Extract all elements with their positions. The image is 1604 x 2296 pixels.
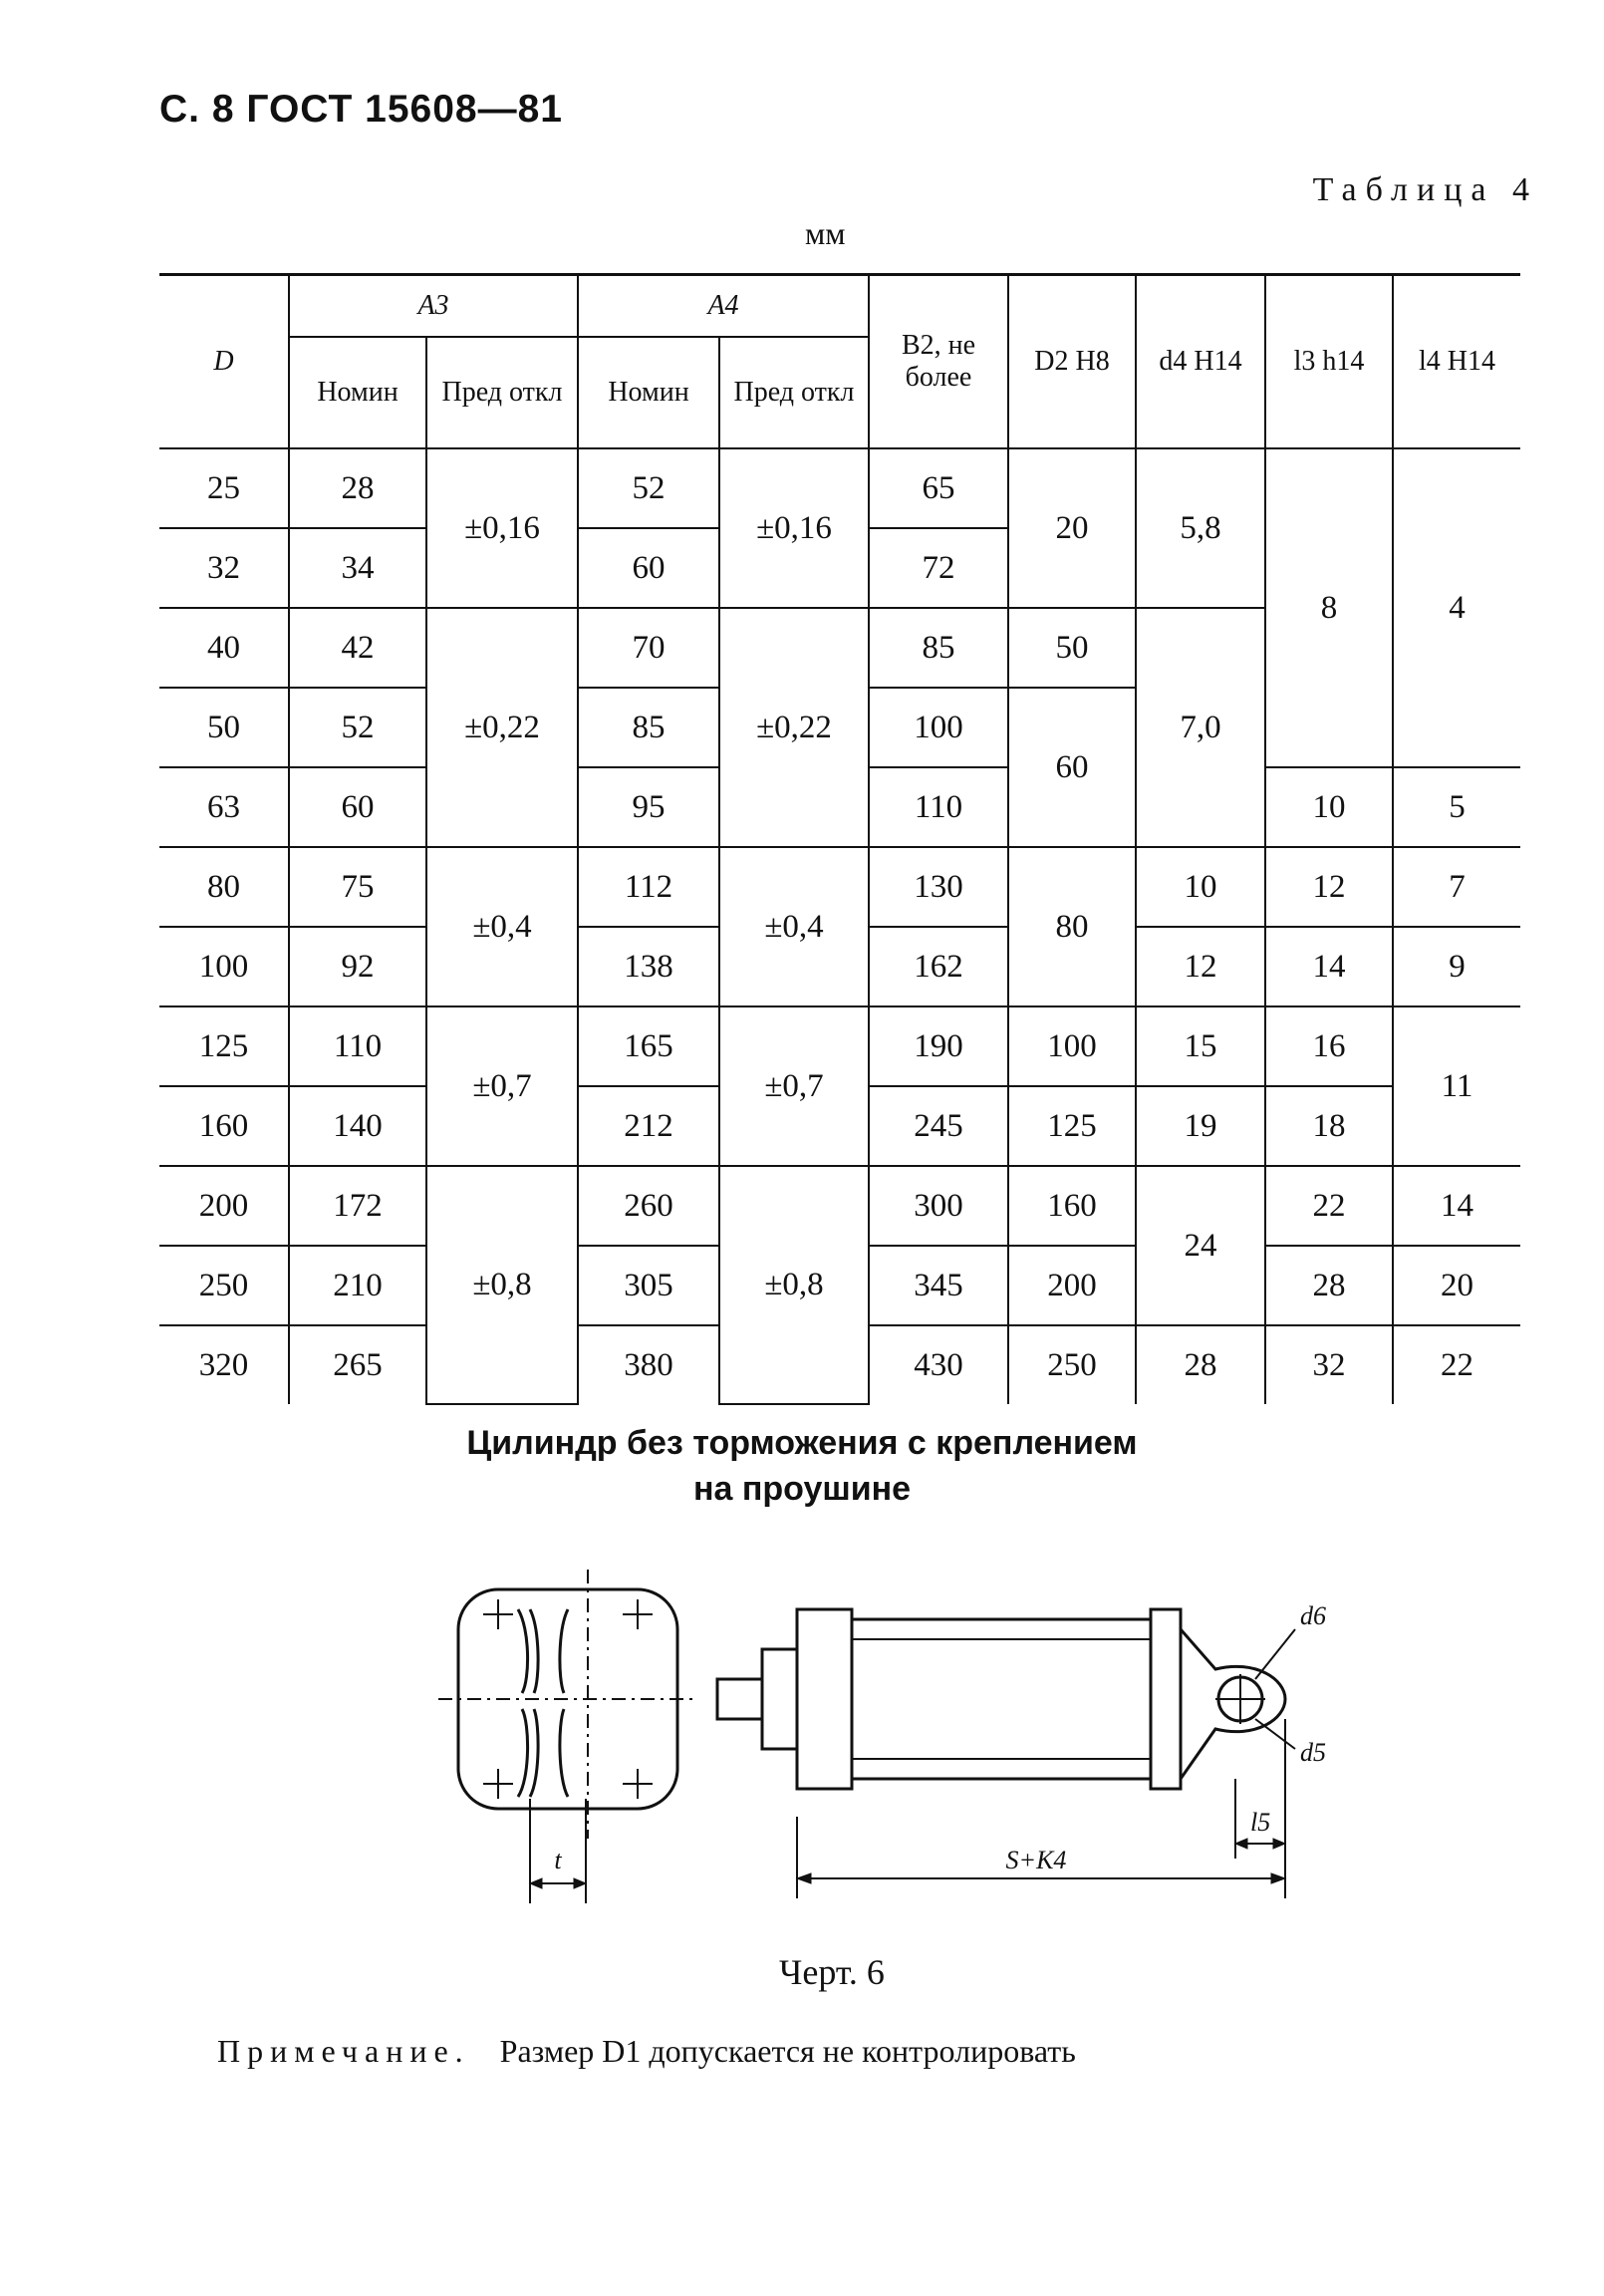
- cell-A4: 380: [578, 1325, 719, 1404]
- label-t: t: [554, 1846, 562, 1874]
- header-A4: A4: [578, 275, 869, 338]
- cell-D: 25: [159, 448, 289, 528]
- cell-d4: 19: [1136, 1086, 1265, 1166]
- cell-A4: 138: [578, 927, 719, 1006]
- cell-A3: 265: [289, 1325, 426, 1404]
- cell-D: 32: [159, 528, 289, 608]
- cell-l4: 4: [1393, 448, 1520, 767]
- cell-D: 63: [159, 767, 289, 847]
- cell-l3: 8: [1265, 448, 1393, 767]
- cell-A4-tol: ±0,16: [719, 448, 869, 608]
- cell-A3: 172: [289, 1166, 426, 1246]
- table-row: [159, 847, 1520, 927]
- cell-d4: 24: [1136, 1166, 1265, 1325]
- label-d5: d5: [1300, 1738, 1326, 1767]
- cell-D2: 50: [1008, 608, 1136, 688]
- header-B2: B2, не более: [869, 275, 1008, 449]
- cell-A4-tol: ±0,4: [719, 847, 869, 1006]
- cell-D: 125: [159, 1006, 289, 1086]
- cell-A3: 28: [289, 448, 426, 528]
- cell-d4: 5,8: [1136, 448, 1265, 608]
- front-cover: [797, 1609, 852, 1789]
- cell-A4: 112: [578, 847, 719, 927]
- cell-l3: 32: [1265, 1325, 1393, 1404]
- cell-D: 250: [159, 1246, 289, 1325]
- cell-A3-tol: ±0,22: [426, 608, 578, 847]
- cell-D2: 60: [1008, 688, 1136, 847]
- cell-A3: 140: [289, 1086, 426, 1166]
- cell-D: 320: [159, 1325, 289, 1404]
- figure-caption: Черт. 6: [779, 1952, 885, 1992]
- note-label: Примечание.: [217, 2033, 470, 2069]
- cell-A4: 212: [578, 1086, 719, 1166]
- cell-B2: 110: [869, 767, 1008, 847]
- header-l3: l3 h14: [1265, 275, 1393, 449]
- header-D: D: [159, 275, 289, 449]
- cell-d4: 10: [1136, 847, 1265, 927]
- header-A4-tol: Пред откл: [719, 337, 869, 448]
- cell-B2: 100: [869, 688, 1008, 767]
- table-row: [159, 1166, 1520, 1246]
- cell-d4: 12: [1136, 927, 1265, 1006]
- cell-D2: 100: [1008, 1006, 1136, 1086]
- label-l5: l5: [1250, 1808, 1271, 1837]
- header-A3: A3: [289, 275, 578, 338]
- cell-l4: 9: [1393, 927, 1520, 1006]
- figure-title: [0, 1420, 1604, 1512]
- cell-d4: 7,0: [1136, 608, 1265, 847]
- cell-A3-tol: ±0,8: [426, 1166, 578, 1404]
- cell-A4-tol: ±0,8: [719, 1166, 869, 1404]
- cell-l3: 14: [1265, 927, 1393, 1006]
- cell-l3: 12: [1265, 847, 1393, 927]
- cell-D2: 80: [1008, 847, 1136, 1006]
- cell-A4: 305: [578, 1246, 719, 1325]
- cell-A3: 210: [289, 1246, 426, 1325]
- cell-D: 200: [159, 1166, 289, 1246]
- cell-D: 160: [159, 1086, 289, 1166]
- cell-A3-tol: ±0,16: [426, 448, 578, 608]
- cell-B2: 85: [869, 608, 1008, 688]
- cell-l3: 18: [1265, 1086, 1393, 1166]
- cell-B2: 190: [869, 1006, 1008, 1086]
- piston-rod: [717, 1679, 762, 1719]
- cell-l3: 22: [1265, 1166, 1393, 1246]
- figure-title-line2: на проушине: [692, 1470, 912, 1508]
- cell-B2: 65: [869, 448, 1008, 528]
- cell-A4: 70: [578, 608, 719, 688]
- cell-D: 50: [159, 688, 289, 767]
- cell-D: 40: [159, 608, 289, 688]
- units-label: мм: [805, 215, 846, 251]
- cell-D2: 160: [1008, 1166, 1136, 1246]
- cell-D2: 125: [1008, 1086, 1136, 1166]
- cell-B2: 345: [869, 1246, 1008, 1325]
- cell-l4: 14: [1393, 1166, 1520, 1246]
- cell-A3: 34: [289, 528, 426, 608]
- cell-B2: 300: [869, 1166, 1008, 1246]
- cell-A4-tol: ±0,7: [719, 1006, 869, 1166]
- cell-A3: 52: [289, 688, 426, 767]
- cell-B2: 72: [869, 528, 1008, 608]
- cell-D2: 20: [1008, 448, 1136, 608]
- cell-l3: 10: [1265, 767, 1393, 847]
- label-SK4: S+K4: [1005, 1846, 1067, 1874]
- cylinder-drawing: [418, 1570, 1326, 1908]
- spec-table: [159, 273, 1520, 1405]
- cell-D2: 200: [1008, 1246, 1136, 1325]
- header-l4: l4 H14: [1393, 275, 1520, 449]
- cell-l4: 22: [1393, 1325, 1520, 1404]
- cell-l3: 28: [1265, 1246, 1393, 1325]
- cell-A4: 60: [578, 528, 719, 608]
- rear-eye: [1181, 1629, 1285, 1779]
- cell-D: 80: [159, 847, 289, 927]
- cell-B2: 162: [869, 927, 1008, 1006]
- figure-title-line1: Цилиндр без торможения с креплением: [466, 1424, 1138, 1462]
- cell-A4: 85: [578, 688, 719, 767]
- cell-d4: 28: [1136, 1325, 1265, 1404]
- cell-l3: 16: [1265, 1006, 1393, 1086]
- cell-D2: 250: [1008, 1325, 1136, 1404]
- cell-l4: 11: [1393, 1006, 1520, 1166]
- note-text: Размер D1 допускается не контролировать: [499, 2033, 1076, 2069]
- cell-l4: 7: [1393, 847, 1520, 927]
- cylinder-body: [852, 1619, 1151, 1779]
- note: [217, 2033, 1076, 2070]
- header-d4: d4 H14: [1136, 275, 1265, 449]
- cell-A3: 42: [289, 608, 426, 688]
- cell-A4: 165: [578, 1006, 719, 1086]
- cell-l4: 20: [1393, 1246, 1520, 1325]
- cell-A3-tol: ±0,4: [426, 847, 578, 1006]
- cell-B2: 245: [869, 1086, 1008, 1166]
- header-A4-nomin: Номин: [578, 337, 719, 448]
- cell-A3: 75: [289, 847, 426, 927]
- label-d6: d6: [1300, 1601, 1326, 1630]
- table-row: [159, 448, 1520, 528]
- front-flange: [762, 1649, 797, 1749]
- cell-A3-tol: ±0,7: [426, 1006, 578, 1166]
- header-A3-tol: Пред откл: [426, 337, 578, 448]
- cell-A4: 260: [578, 1166, 719, 1246]
- header-A3-nomin: Номин: [289, 337, 426, 448]
- cell-A4-tol: ±0,22: [719, 608, 869, 847]
- cell-A3: 92: [289, 927, 426, 1006]
- table-row: [159, 1006, 1520, 1086]
- cell-A4: 52: [578, 448, 719, 528]
- page-header: С. 8 ГОСТ 15608—81: [159, 88, 563, 131]
- table-label: Таблица 4: [1312, 171, 1538, 208]
- cell-A4: 95: [578, 767, 719, 847]
- cell-D: 100: [159, 927, 289, 1006]
- cell-l4: 5: [1393, 767, 1520, 847]
- cell-d4: 15: [1136, 1006, 1265, 1086]
- cell-B2: 430: [869, 1325, 1008, 1404]
- cell-A3: 110: [289, 1006, 426, 1086]
- cell-A3: 60: [289, 767, 426, 847]
- header-D2: D2 H8: [1008, 275, 1136, 449]
- cell-B2: 130: [869, 847, 1008, 927]
- rear-cover: [1151, 1609, 1181, 1789]
